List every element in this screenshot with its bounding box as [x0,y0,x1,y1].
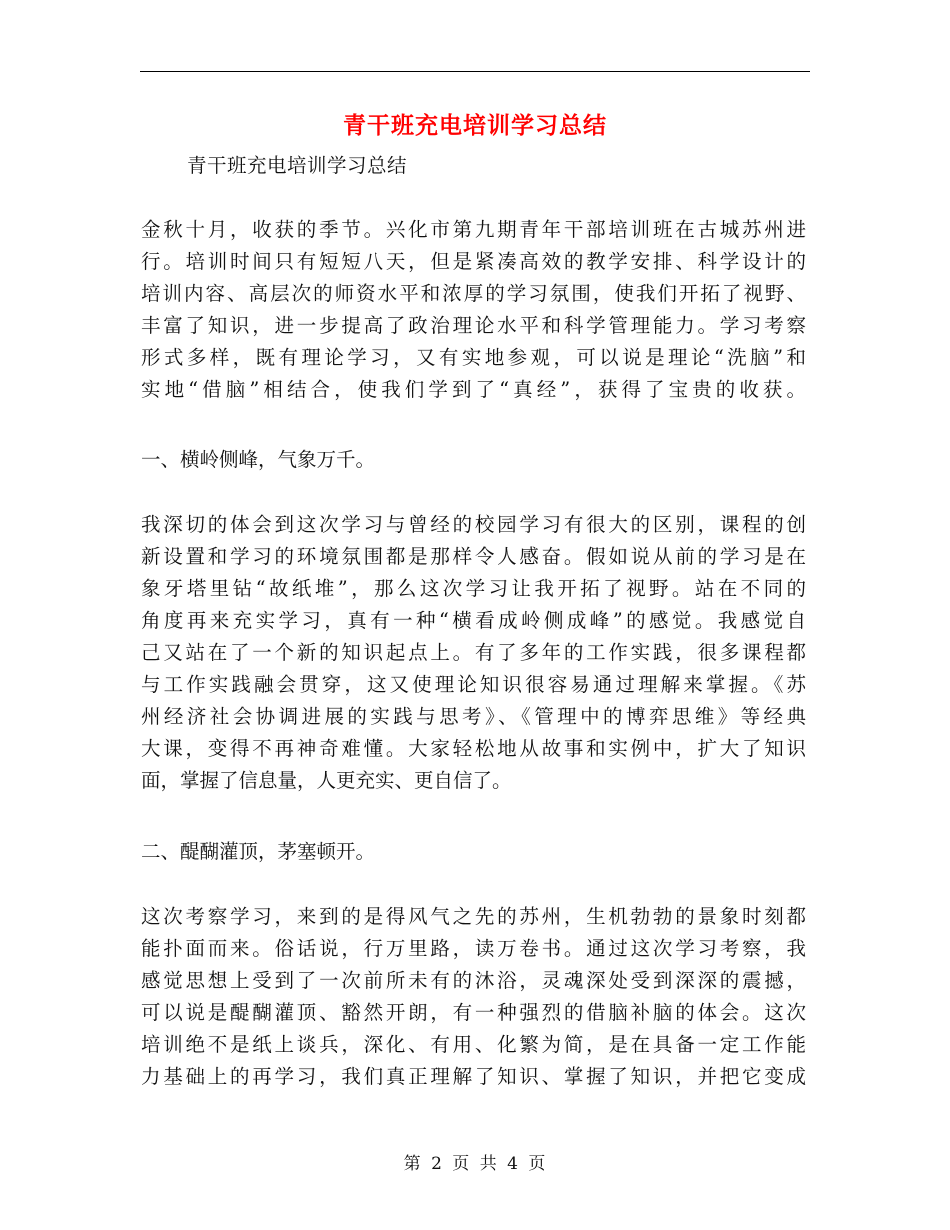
section-heading-1 [141,444,806,476]
text-line: 一、横岭侧峰，气象万千。 [141,448,376,471]
paragraph-intro [141,214,806,406]
paragraph-section-2 [141,901,806,1093]
text-line: 实地“借脑”相结合，使我们学到了“真经”，获得了宝贵的收获。 [141,378,806,401]
text-line: 可以说是醍醐灌顶、豁然开朗，有一种强烈的借脑补脑的体会。这次 [141,1001,806,1024]
text-line: 这次考察学习，来到的是得风气之先的苏州，生机勃勃的景象时刻都 [141,905,806,928]
text-line: 面，掌握了信息量，人更充实、更自信了。 [141,769,512,792]
paragraph-section-1 [141,509,806,797]
text-line: 培训绝不是纸上谈兵，深化、有用、化繁为简，是在具备一定工作能 [141,1033,806,1056]
text-line: 新设置和学习的环境氛围都是那样令人感奋。假如说从前的学习是在 [141,545,806,568]
text-line: 感觉思想上受到了一次前所未有的沐浴，灵魂深处受到深深的震撼， [141,969,806,992]
text-line: 培训内容、高层次的师资水平和浓厚的学习氛围，使我们开拓了视野、 [141,282,806,305]
text-line: 角度再来充实学习，真有一种“横看成岭侧成峰”的感觉。我感觉自 [141,609,806,632]
text-line: 二、醍醐灌顶，茅塞顿开。 [141,840,376,863]
text-line: 州经济社会协调进展的实践与思考》、《管理中的博弈思维》等经典 [141,705,806,728]
text-line: 形式多样，既有理论学习，又有实地参观，可以说是理论“洗脑”和 [141,346,806,369]
text-line: 金秋十月，收获的季节。兴化市第九期青年干部培训班在古城苏州进 [141,218,806,241]
document-title: 青干班充电培训学习总结 [343,112,607,139]
header-rule [140,71,810,72]
text-line: 我深切的体会到这次学习与曾经的校园学习有很大的区别，课程的创 [141,513,806,536]
text-line: 力基础上的再学习，我们真正理解了知识、掌握了知识，并把它变成 [141,1065,806,1088]
document-subtitle: 青干班充电培训学习总结 [187,154,408,177]
text-line: 大课，变得不再神奇难懂。大家轻松地从故事和实例中，扩大了知识 [141,737,806,760]
text-line: 己又站在了一个新的知识起点上。有了多年的工作实践，很多课程都 [141,641,806,664]
text-line: 行。培训时间只有短短八天，但是紧凑高效的教学安排、科学设计的 [141,250,806,273]
page-footer: 第 2 页 共 4 页 [403,1154,547,1174]
section-heading-2 [141,836,806,868]
text-line: 能扑面而来。俗话说，行万里路，读万卷书。通过这次学习考察，我 [141,937,806,960]
text-line: 象牙塔里钻“故纸堆”，那么这次学习让我开拓了视野。站在不同的 [141,577,806,600]
text-line: 丰富了知识，进一步提高了政治理论水平和科学管理能力。学习考察 [141,314,806,337]
text-line: 与工作实践融会贯穿，这又使理论知识很容易通过理解来掌握。《苏 [141,673,806,696]
